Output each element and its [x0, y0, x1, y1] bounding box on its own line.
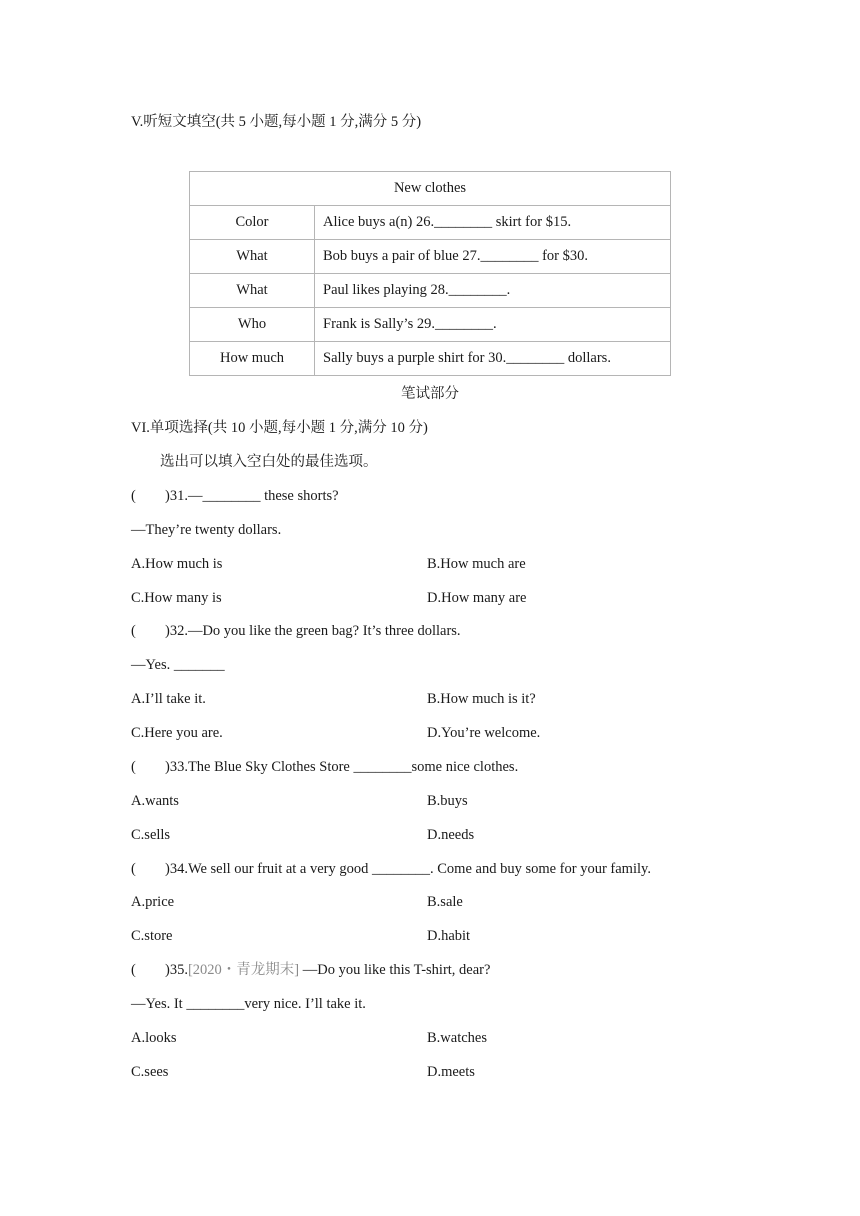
question-35-reply: —Yes. It ________very nice. I’ll take it. — [131, 996, 366, 1012]
section-6-title: VI.单项选择(共 10 小题,每小题 1 分,满分 10 分) — [131, 420, 428, 436]
question-31-stem: ( )31.—________ these shorts? — [131, 488, 339, 504]
table-row — [190, 308, 671, 342]
section-6-instruction: 选出可以填入空白处的最佳选项。 — [160, 454, 378, 470]
question-31-reply: —They’re twenty dollars. — [131, 522, 282, 538]
question-31-option-b[interactable]: B.How much are — [427, 556, 526, 572]
question-35-stem: ( )35.[2020・青龙期末] —Do you like this T-shirt, dear? — [131, 962, 491, 978]
table-text: Sally buys a purple shirt for 30.________ dollars. — [315, 342, 671, 376]
table-text: Bob buys a pair of blue 27.________ for $30. — [315, 240, 671, 274]
question-35-option-a[interactable]: A.looks — [131, 1030, 177, 1046]
table-row — [190, 206, 671, 240]
question-34-option-a[interactable]: A.price — [131, 894, 175, 910]
question-33-stem: ( )33.The Blue Sky Clothes Store ________some nice clothes. — [131, 759, 519, 775]
question-32-stem: ( )32.—Do you like the green bag? It’s three dollars. — [131, 623, 461, 639]
question-33-option-a[interactable]: A.wants — [131, 793, 179, 809]
written-part-heading: 笔试部分 — [401, 386, 459, 402]
source-tag: [2020・青龙期末] — [187, 962, 300, 978]
question-34-stem: ( )34.We sell our fruit at a very good ________. Come and buy some for your family. — [131, 861, 651, 877]
table-category: Color — [190, 206, 315, 240]
question-33-option-d[interactable]: D.needs — [427, 827, 475, 843]
question-32-option-a[interactable]: A.I’ll take it. — [131, 691, 206, 707]
question-31-option-c[interactable]: C.How many is — [131, 590, 222, 606]
section-5-title: V.听短文填空(共 5 小题,每小题 1 分,满分 5 分) — [131, 114, 422, 130]
question-31-option-d[interactable]: D.How many are — [427, 590, 527, 606]
question-35-option-c[interactable]: C.sees — [131, 1064, 169, 1080]
question-32-option-c[interactable]: C.Here you are. — [131, 725, 223, 741]
question-34-option-d[interactable]: D.habit — [427, 928, 471, 944]
question-33-option-c[interactable]: C.sells — [131, 827, 171, 843]
question-32-reply: —Yes. _______ — [131, 657, 225, 673]
table-category: What — [190, 240, 315, 274]
table-text: Alice buys a(n) 26.________ skirt for $15. — [315, 206, 671, 240]
table-text: Frank is Sally’s 29.________. — [315, 308, 671, 342]
new-clothes-table — [189, 171, 671, 376]
question-34-option-b[interactable]: B.sale — [427, 894, 463, 910]
question-35-option-b[interactable]: B.watches — [427, 1030, 487, 1046]
table-row — [190, 274, 671, 308]
question-32-option-b[interactable]: B.How much is it? — [427, 691, 536, 707]
table-row — [190, 240, 671, 274]
question-31-option-a[interactable]: A.How much is — [131, 556, 223, 572]
table-category: What — [190, 274, 315, 308]
table-row — [190, 342, 671, 376]
table-category: Who — [190, 308, 315, 342]
table-category: How much — [190, 342, 315, 376]
question-33-option-b[interactable]: B.buys — [427, 793, 468, 809]
question-35-option-d[interactable]: D.meets — [427, 1064, 475, 1080]
table-text: Paul likes playing 28.________. — [315, 274, 671, 308]
question-34-option-c[interactable]: C.store — [131, 928, 173, 944]
question-32-option-d[interactable]: D.You’re welcome. — [427, 725, 541, 741]
table-header: New clothes — [190, 172, 671, 206]
table-header-row — [190, 172, 671, 206]
